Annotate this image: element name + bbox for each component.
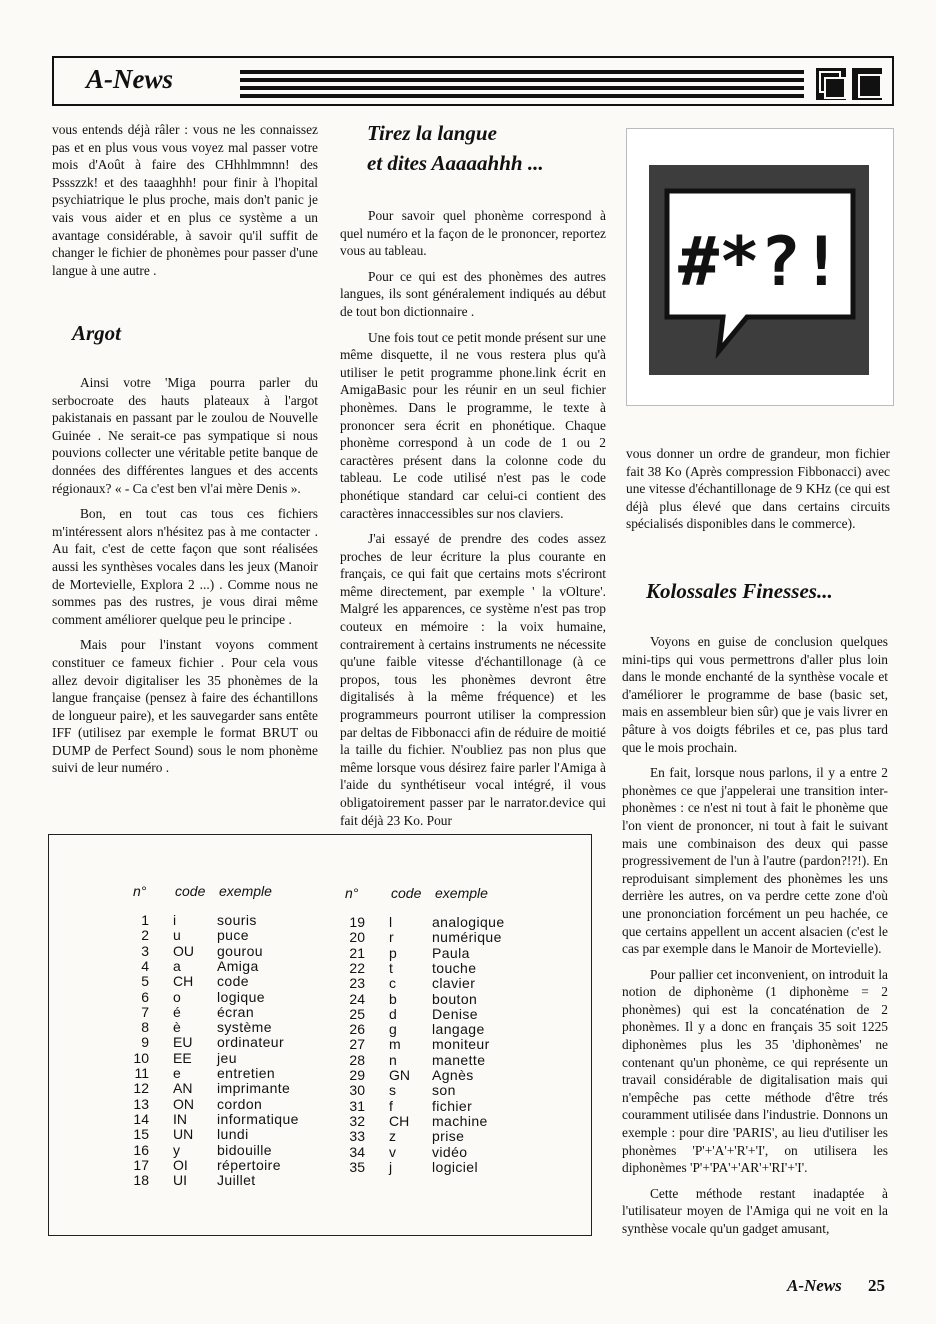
phoneme-example: souris	[217, 912, 257, 928]
phoneme-code: p	[389, 944, 397, 961]
phoneme-example: imprimante	[217, 1080, 291, 1097]
phoneme-example: écran	[217, 1003, 255, 1020]
phoneme-code: EE	[173, 1049, 192, 1066]
window-icon	[816, 68, 846, 100]
phoneme-number: 11	[134, 1065, 149, 1081]
phoneme-number: 5	[141, 973, 149, 990]
phoneme-code: e	[173, 1065, 181, 1081]
phoneme-number: 17	[133, 1156, 149, 1173]
paragraph: Ainsi votre 'Miga pourra parler du serbocroate des hauts plateaux à l'argot pakistanais en passant par le zoulou de Nouvelle Guinée . Ne serait-ce pas sympatique si nous pouvions collecter une véritable petite banque de données des différentes langues et des accents régionaux? « - Ca c'est ben vl'ai mère Denis ».	[52, 375, 318, 496]
window-icon	[852, 68, 882, 100]
phoneme-number: 14	[133, 1110, 149, 1127]
column-2	[340, 207, 606, 829]
phoneme-example: Agnès	[432, 1067, 474, 1083]
phoneme-example: clavier	[432, 975, 476, 992]
phoneme-example: numérique	[432, 929, 502, 946]
table-header-number: n°	[345, 885, 359, 901]
phoneme-code: OU	[173, 942, 194, 959]
phoneme-number: 28	[349, 1051, 365, 1068]
phoneme-code: t	[389, 959, 393, 976]
column-3-top	[626, 445, 890, 533]
column-1	[52, 121, 318, 279]
phoneme-example: entretien	[217, 1065, 276, 1081]
phoneme-code: j	[389, 1158, 393, 1175]
phoneme-example: cordon	[217, 1095, 263, 1112]
table-header-example: exemple	[435, 885, 488, 901]
heading-argot: Argot	[72, 321, 122, 345]
speech-bubble-icon	[627, 129, 893, 405]
paragraph: Bon, en tout cas tous ces fichiers m'intéressent alors n'hésitez pas à me contacter . Au fait, c'est de cette façon que sont réalisées aussi les synthèses vocales dans les jeux (Manoir de Mortevielle, Explora 2 ...) . Comme nous ne sommes pas des rustres, je vous dirai même comment améliorer quelque peu le principe .	[52, 506, 318, 627]
paragraph: Pour pallier cet inconvenient, on introduit la notion de diphonème (1 diphonème = 2 phonèmes) qui est la concaténation de 2 phonèmes. Il y a donc en français 35 soit 1225 diphonèmes plus les 35 'diphonèmes' ne contenant qu'un phonème, ce qui représente un travail considérable de digitalisation mais qui n'empêche pas cette méthode d'être trés couramment utilisée dans l'industrie. Donnons un exemple : pour dire 'PARIS', au lieu d'utiliser les phonèmes 'P'+'A'+'R'+'I', on utilisera les diphonèmes 'P'+'PA'+'AR'+'RI'+'I'.	[622, 966, 888, 1176]
phoneme-number: 15	[133, 1126, 149, 1143]
paragraph: Pour savoir quel phonème correspond à quel numéro et la façon de le prononcer, reportez vous au tableau.	[340, 208, 606, 259]
phoneme-code: m	[389, 1036, 401, 1053]
phoneme-example: langage	[432, 1021, 485, 1038]
paragraph: Voyons en guise de conclusion quelques mini-tips qui vous permettrons d'aller plus loin dans le monde enchanté de la synthèse vocale et d'améliorer le programme de base (basic set, mais en assembleur bien sûr) que je vais livrer en pâture à vos doigts fébriles et ce, pas plus tard que le mois prochain.	[622, 634, 888, 755]
phoneme-example: Denise	[432, 1005, 478, 1022]
phoneme-code: UI	[173, 1172, 187, 1189]
phoneme-number: 29	[349, 1067, 365, 1083]
phoneme-code: g	[389, 1021, 397, 1038]
column-3	[622, 633, 888, 1238]
phoneme-example: prise	[432, 1128, 465, 1145]
phoneme-example: bouton	[432, 990, 478, 1007]
intro-paragraph: vous entends déjà râler : vous ne les connaissez pas et en plus vous vous voyez mal passer votre mois d'Août à faire des CHhhlmmnn! des Pssszzk! et des taaaghhh! pour finir à l'hopital psychiatrique le plus proche, mais don't panic je vais vous aider et en plus ce système a un avantage considérable, à savoir qu'il suffit de changer le fichier de phonèmes pour passer d'une langue à une autre .	[52, 122, 318, 278]
phoneme-example: machine	[432, 1112, 488, 1129]
phoneme-number: 18	[133, 1172, 149, 1189]
phoneme-code: EU	[173, 1034, 193, 1051]
phoneme-example: logiciel	[432, 1158, 478, 1175]
phoneme-number: 1	[141, 912, 149, 928]
phoneme-example: Paula	[432, 944, 470, 961]
paragraph: Cette méthode restant inadaptée à l'utilisateur moyen de l'Amiga qui ne voit en la synthèse vocale qu'un gadget amusant,	[622, 1185, 888, 1236]
phoneme-table	[48, 834, 592, 1236]
phoneme-number: 25	[349, 1005, 365, 1022]
bubble-symbols: #*?!	[678, 223, 842, 302]
phoneme-code: u	[173, 927, 181, 944]
paragraph: Une fois tout ce petit monde présent sur une même disquette, il ne vous restera plus qu'à utiliser le petit programme phone.link écrit en AmigaBasic pour les réunir en un seul fichier phonèmes. Dans le programme, le texte à prononcer sera écrit en phonétique. Chaque phonème correspond à un code de 1 ou 2 caractères présent dans la colonne code du tableau. Le code utilisé n'est pas le code phonétique standard car celui-ci contient des caractères innaccessibles sur nos claviers.	[340, 329, 606, 521]
table-header-example: exemple	[219, 883, 272, 899]
footer-brand: A-News	[787, 1276, 842, 1295]
phoneme-example: lundi	[217, 1126, 249, 1143]
table-header-code: code	[391, 885, 422, 901]
phoneme-number: 4	[141, 957, 149, 974]
phoneme-code: é	[173, 1003, 181, 1020]
phoneme-code: l	[389, 914, 393, 930]
paragraph: En fait, lorsque nous parlons, il y a entre 2 phonèmes ce que j'appelerai une transition inter-phonèmes : ce n'est ni tout à fait le phonème que l'on vient de prononcer, ni tout à fait le suivant mais une combinaison des deux qui passe progressivement de l'un à l'autre (pardon?!?!). En reproduisant simplement des phonèmes les uns derrière les autres, on va perdre cette zone d'où une prononciation forcément un peu hachée, ce que certains appellent un accent alsacien (c'est le cas par exemple dans le Manoir de Mortevielle).	[622, 765, 888, 957]
phoneme-code: CH	[389, 1112, 410, 1129]
phoneme-example: gourou	[217, 942, 263, 959]
phoneme-code: y	[173, 1141, 180, 1158]
paragraph: Pour ce qui est des phonèmes des autres langues, ils sont généralement indiqués au début de tout bon dictionnaire .	[340, 268, 606, 319]
speech-bubble-picture	[626, 128, 894, 406]
phoneme-number: 16	[133, 1141, 149, 1158]
phoneme-number: 2	[141, 927, 149, 944]
phoneme-number: 30	[349, 1082, 365, 1099]
phoneme-example: système	[217, 1019, 272, 1036]
page-number: 25	[868, 1276, 885, 1295]
phoneme-example: Juillet	[217, 1172, 256, 1189]
phoneme-number: 22	[349, 959, 365, 976]
phoneme-code: i	[173, 912, 177, 928]
column-1-body	[52, 374, 318, 777]
phoneme-number: 6	[141, 988, 149, 1005]
phoneme-number: 10	[133, 1049, 149, 1066]
phoneme-code: CH	[173, 973, 194, 990]
phoneme-code: è	[173, 1019, 181, 1036]
phoneme-number: 13	[133, 1095, 149, 1112]
phoneme-code: v	[389, 1143, 396, 1160]
phoneme-code: z	[389, 1128, 396, 1145]
phoneme-code: AN	[173, 1080, 193, 1097]
phoneme-code: a	[173, 957, 181, 974]
phoneme-number: 20	[349, 929, 365, 946]
phoneme-number: 7	[141, 1003, 149, 1020]
phoneme-code: b	[389, 990, 397, 1007]
phoneme-code: GN	[389, 1067, 410, 1083]
phoneme-example: manette	[432, 1051, 486, 1068]
phoneme-number: 31	[349, 1097, 365, 1114]
paragraph: Mais pour l'instant voyons comment constituer ce fameux fichier . Pour cela vous allez devoir digitaliser les 35 phonèmes de la langue française (pensez à faire des échantillons de longueur paire), et les sauvegarder sans entête IFF (utilisez par exemple le format BRUT ou DUMP de Perfect Sound) sous le nom phonème suivi de leur numéro .	[52, 637, 318, 776]
paragraph: J'ai essayé de prendre des codes assez proches de leur écriture la plus courante en français, ce qui fait que certains mots s'écriront même directement, par exemple ' la vOlture'. Malgré les apparences, ce système n'est pas trop couteux en mémoire : la voix humaine, contrairement à certains instruments ne nécessite qu'une faible vitesse d'échantillonage (à ce propos, tous les phonèmes devront être digitalisés à la même fréquence) et les programmeurs pourront utiliser la compression par deltas de Fibbonacci afin de réduire de moitié la taille du fichier. N'oubliez pas non plus que même lorsque vous désirez faire parler l'Amiga à l'aide du synthétiseur vocal intégré, il vous obligatoirement passer par le narrator.device qui fait déjà 23 Ko. Pour	[340, 531, 606, 828]
phoneme-number: 21	[349, 944, 365, 961]
phoneme-code: n	[389, 1051, 397, 1068]
phoneme-code: f	[389, 1097, 393, 1114]
phoneme-number: 12	[133, 1080, 149, 1097]
phoneme-code: ON	[173, 1095, 194, 1112]
phoneme-number: 19	[349, 914, 365, 930]
phoneme-number: 26	[349, 1021, 365, 1038]
table-header-number: n°	[133, 883, 147, 899]
phoneme-number: 27	[349, 1036, 365, 1053]
phoneme-example: touche	[432, 959, 477, 976]
phoneme-example: puce	[217, 927, 249, 944]
phoneme-example: ordinateur	[217, 1034, 285, 1051]
phoneme-example: répertoire	[217, 1156, 281, 1173]
phoneme-code: r	[389, 929, 394, 946]
phoneme-code: UN	[173, 1126, 194, 1143]
paragraph: vous donner un ordre de grandeur, mon fichier fait 38 Ko (Après compression Fibbonacci) avec une vitesse d'échantillonage de 9 KHz (ce qui est déjà plus élevé que dans certains circuits spécialisés disponibles dans le commerce).	[626, 446, 890, 532]
phoneme-number: 33	[349, 1128, 365, 1145]
phoneme-example: son	[432, 1082, 456, 1099]
phoneme-code: d	[389, 1005, 397, 1022]
phoneme-example: fichier	[432, 1097, 473, 1114]
phoneme-example: analogique	[432, 914, 505, 930]
phoneme-example: vidéo	[432, 1143, 468, 1160]
phoneme-code: o	[173, 988, 181, 1005]
phoneme-code: c	[389, 975, 396, 992]
phoneme-number: 24	[349, 990, 365, 1007]
phoneme-number: 34	[349, 1143, 365, 1160]
phoneme-example: Amiga	[217, 957, 259, 974]
phoneme-number: 23	[349, 975, 365, 992]
phoneme-code: IN	[173, 1110, 187, 1127]
table-header-code: code	[175, 883, 206, 899]
phoneme-example: moniteur	[432, 1036, 490, 1053]
phoneme-example: bidouille	[217, 1141, 272, 1158]
heading-kolossales-finesses: Kolossales Finesses...	[646, 579, 833, 603]
phoneme-number: 35	[349, 1158, 365, 1175]
magazine-title: A-News	[86, 64, 173, 94]
phoneme-number: 9	[141, 1034, 149, 1051]
phoneme-number: 3	[141, 942, 149, 959]
phoneme-number: 32	[349, 1112, 365, 1129]
phoneme-number: 8	[141, 1019, 149, 1036]
phoneme-example: informatique	[217, 1110, 299, 1127]
phoneme-example: jeu	[217, 1049, 237, 1066]
phoneme-example: logique	[217, 988, 265, 1005]
phoneme-code: OI	[173, 1156, 188, 1173]
heading-tirez-la-langue: Tirez la langue et dites Aaaaahhh ...	[367, 121, 544, 175]
phoneme-example: code	[217, 973, 249, 990]
phoneme-code: s	[389, 1082, 396, 1099]
